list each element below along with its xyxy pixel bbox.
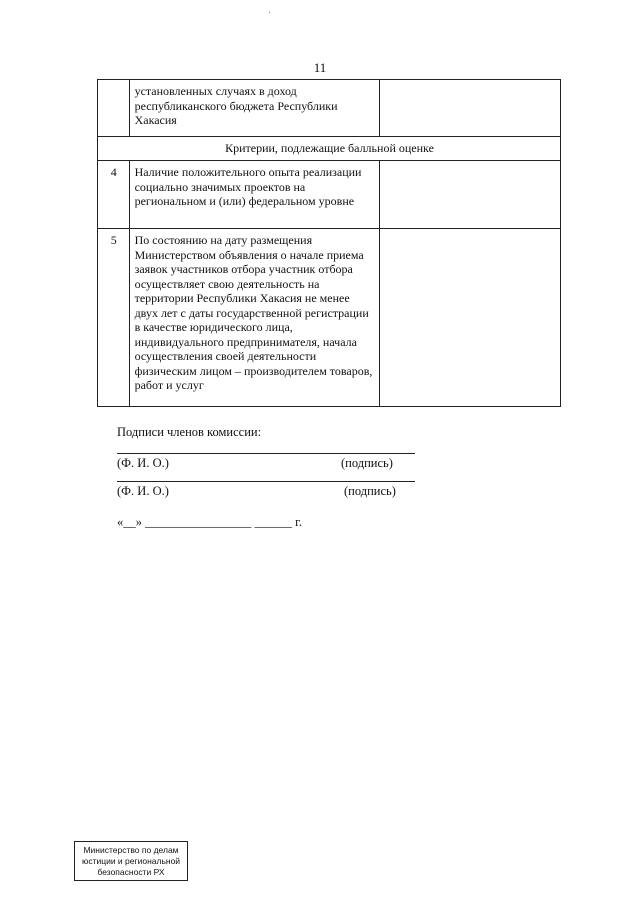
signature-line xyxy=(117,453,415,454)
table-row xyxy=(98,80,561,137)
scan-mark: · xyxy=(268,8,272,19)
signature-name-placeholder: (Ф. И. О.) xyxy=(117,484,169,498)
row-text: По состоянию на дату размещения Министерством объявления о начале приема заявок участников отбора участник отбора осуществляет свою деятельность на территории Республики Хакасия не менее двух лет с даты государственной регистрации в качестве юридического лица, индивидуального предпринимателя, начала осуществления своей деятельности физическим лицом – производителем товаров, работ и услуг xyxy=(129,229,379,407)
signature-line xyxy=(117,481,415,482)
table-row xyxy=(98,161,561,229)
registration-stamp xyxy=(74,841,188,881)
signatures-title: Подписи членов комиссии: xyxy=(117,425,262,439)
table-row xyxy=(98,229,561,407)
row-value xyxy=(379,161,560,229)
date-line: «__» _________________ ______ г. xyxy=(117,515,302,529)
row-text: Наличие положительного опыта реализации социально значимых проектов на региональном и (или) федеральном уровне xyxy=(129,161,379,229)
row-number xyxy=(98,80,130,137)
row-number: 5 xyxy=(98,229,130,407)
section-header: Критерии, подлежащие балльной оценке xyxy=(98,137,561,161)
stamp-line: безопасности РХ xyxy=(97,867,165,877)
row-value xyxy=(379,229,560,407)
row-value xyxy=(379,80,560,137)
signature-label: (подпись) xyxy=(341,456,393,470)
stamp-line: Министерство по делам xyxy=(83,845,179,855)
signature-name-placeholder: (Ф. И. О.) xyxy=(117,456,169,470)
page-number: 11 xyxy=(313,60,327,75)
criteria-table xyxy=(97,79,561,407)
stamp-line: юстиции и региональной xyxy=(81,856,181,866)
signature-label: (подпись) xyxy=(344,484,396,498)
section-row xyxy=(98,137,561,161)
row-text: установленных случаях в доход республиканского бюджета Республики Хакасия xyxy=(129,80,379,137)
row-number: 4 xyxy=(98,161,130,229)
